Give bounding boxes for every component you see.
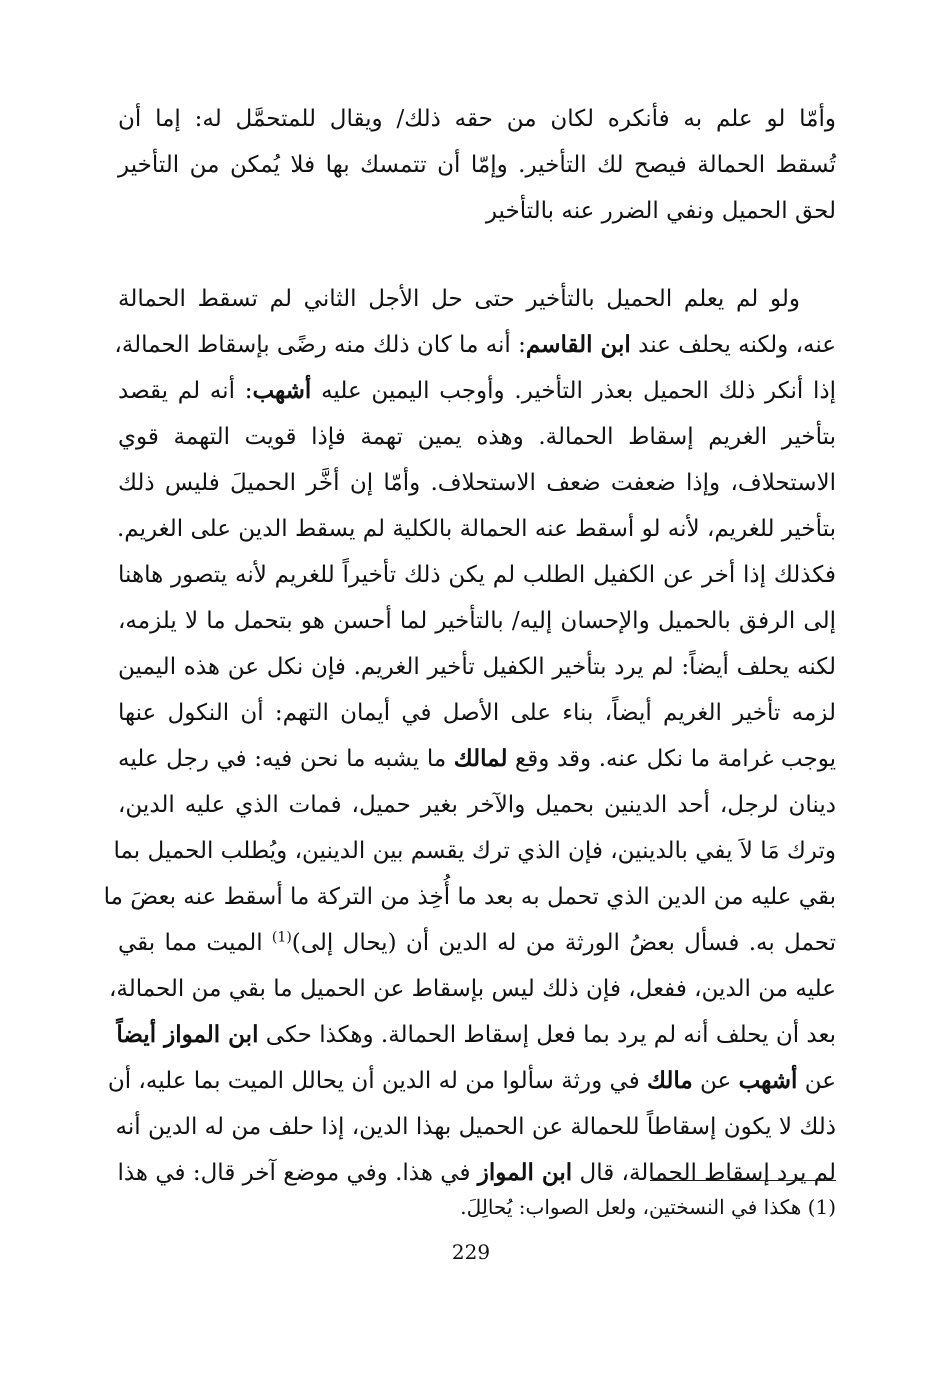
text-line: وترك مَا لاَ يفي بالدينين، فإن الذي ترك يقسم بين الدينين، ويُطلب الحميل بما xyxy=(113,838,836,864)
text-line: بتأخير الغريم إسقاط الحمالة. وهذه يمين تهمة فإذا قويت التهمة قوي xyxy=(118,424,836,450)
text-line xyxy=(118,1012,836,1058)
text-segment: إذا أنكر ذلك الحميل بعذر التأخير. وأوجب اليمين عليه xyxy=(321,378,837,404)
text-line: دينان لرجل، أحد الدينين بحميل والآخر بغير حميل، فمات الذي عليه الدين، xyxy=(118,792,836,818)
page-number: 229 xyxy=(451,1240,491,1264)
text-line: لحق الحميل ونفي الضرر عنه بالتأخير xyxy=(485,198,836,224)
text-line: ولو لم يعلم الحميل بالتأخير حتى حل الأجل الثاني لم تسقط الحمالة xyxy=(118,286,800,312)
text-segment: عن xyxy=(700,1068,732,1094)
text-line: الاستحلاف، وإذا ضعفت ضعف الاستحلاف. وأمّا إن أخَّر الحميلَ فليس ذلك xyxy=(118,470,836,496)
text-segment: الميت مما بقي xyxy=(118,930,263,956)
text-segment: في ورثة سألوا من له الدين أن يحالل الميت بما عليه، أن xyxy=(107,1068,640,1094)
text-segment: : أنه ما كان ذلك منه رضًى بإسقاط الحمالة، xyxy=(114,332,526,358)
text-segment: عن xyxy=(804,1068,836,1094)
name-ashhab: أشهب xyxy=(252,377,312,404)
text-segment: تحمل به. فسأل بعضُ الورثة من له الدين أن (يحال إلى) xyxy=(291,930,836,956)
text-line xyxy=(118,368,836,414)
text-line: إلى الرفق بالحميل والإحسان إليه/ بالتأخير لما أحسن هو بتحمل ما لا يلزمه، xyxy=(118,608,836,634)
text-line: لزمه تأخير الغريم أيضاً، بناء على الأصل في أيمان التهم: أن النكول عنها xyxy=(118,700,836,726)
text-segment: في هذا. وفي موضع آخر قال: في هذا xyxy=(117,1160,471,1186)
text-segment: لم يرد إسقاط الحمالة، قال xyxy=(579,1160,836,1186)
text-line: لكنه يحلف أيضاً: لم يرد بتأخير الكفيل تأخير الغريم. فإن نكل عن هذه اليمين xyxy=(118,654,836,680)
text-line: ذلك لا يكون إسقاطاً للحمالة عن الحميل بهذا الدين، إذا حلف من له الدين أنه xyxy=(115,1114,836,1140)
name-ibn-almawwaz: ابن المواز xyxy=(477,1159,573,1186)
name-malik: مالك xyxy=(647,1067,693,1094)
text-segment: عنه، ولكنه يحلف عند xyxy=(638,332,836,358)
text-segment: ما يشبه ما نحن فيه: في رجل عليه xyxy=(118,746,447,772)
text-line xyxy=(107,1058,836,1104)
name-ibn-almawwaz: ابن المواز أيضاً xyxy=(116,1021,259,1048)
text-line xyxy=(118,736,836,782)
text-segment: يوجب غرامة ما نكل عنه. وقد وقع xyxy=(515,746,837,772)
name-malik: لمالك xyxy=(453,745,508,772)
text-segment: : أنه لم يقصد xyxy=(118,378,253,404)
text-line: بقي عليه من الدين الذي تحمل به بعد ما أُخِذ من التركة ما أسقط عنه بعضَ ما xyxy=(103,884,836,910)
text-line: عليه من الدين، ففعل، فإن ذلك ليس بإسقاط عن الحميل ما بقي من الحمالة، xyxy=(108,976,836,1002)
paragraph-2 xyxy=(103,276,837,1196)
name-ibn-alqasim: ابن القاسم xyxy=(525,331,631,358)
name-ashhab: أشهب xyxy=(738,1067,798,1094)
text-line: تُسقط الحمالة فيصح لك التأخير. وإمّا أن تتمسك بها فلا يُمكن من التأخير xyxy=(118,152,836,178)
text-line xyxy=(118,920,836,966)
paragraph-1 xyxy=(118,96,836,234)
footnote-divider xyxy=(650,1180,836,1181)
footnote-marker: (1) xyxy=(271,929,292,946)
footnote: (1) هكذا في النسختين، ولعل الصواب: يُحالِلَ. xyxy=(460,1195,836,1219)
text-segment: بعد أن يحلف أنه لم يرد بما فعل إسقاط الحمالة. وهكذا حكى xyxy=(265,1022,836,1048)
text-line: بتأخير للغريم، لأنه لو أسقط عنه الحمالة بالكلية لم يسقط الدين على الغريم. xyxy=(116,516,836,542)
text-line: فكذلك إذا أخر عن الكفيل الطلب لم يكن ذلك تأخيراً للغريم لأنه يتصور هاهنا xyxy=(118,562,836,588)
text-line: وأمّا لو علم به فأنكره لكان من حقه ذلك/ ويقال للمتحمَّل له: إما أن xyxy=(118,106,836,132)
text-line xyxy=(114,322,836,368)
